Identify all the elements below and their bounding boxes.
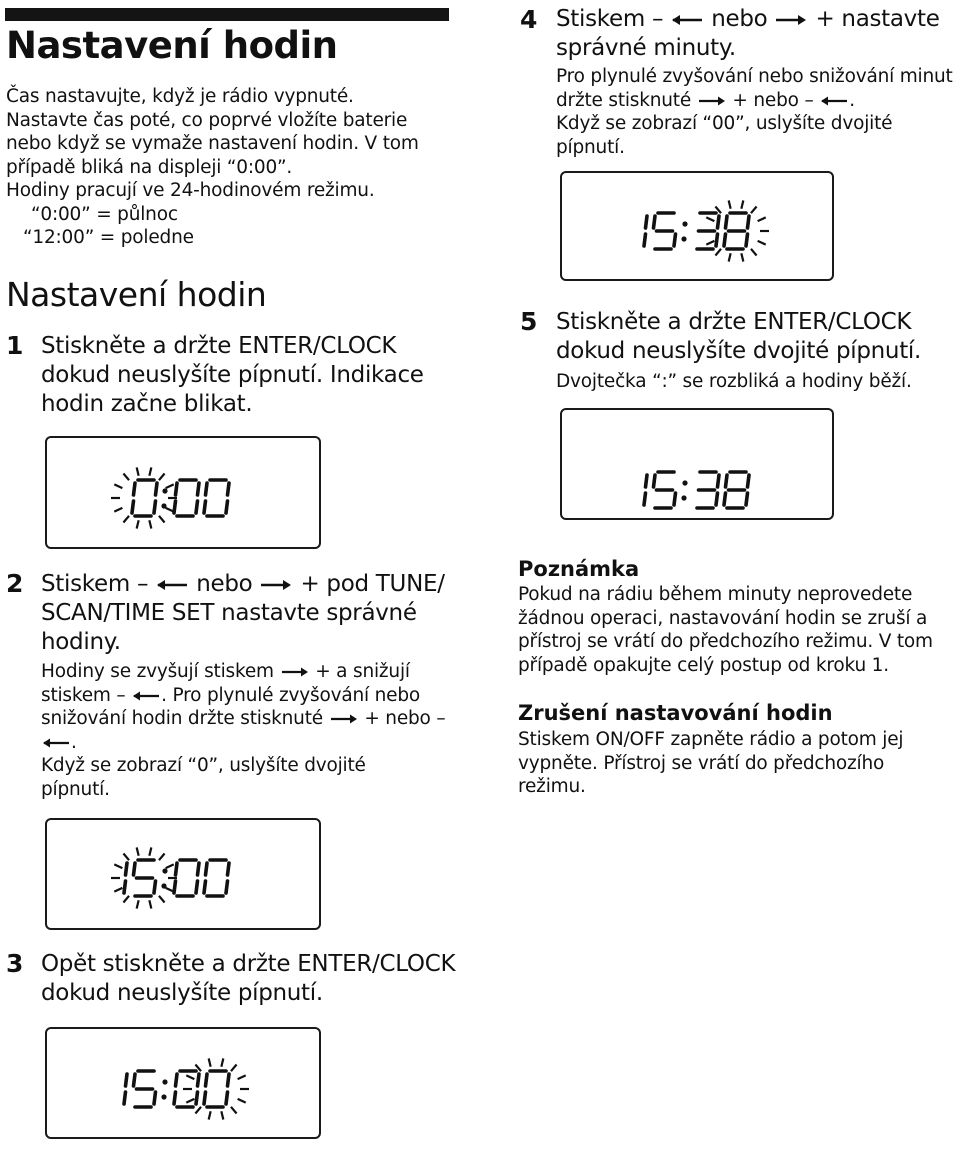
lcd-segment xyxy=(748,216,750,228)
lcd-segment xyxy=(674,493,676,505)
step-line: nebo xyxy=(711,6,768,32)
blink-ray xyxy=(166,864,174,868)
lcd-segment xyxy=(198,863,200,875)
blink-ray xyxy=(166,508,174,512)
step-2-text xyxy=(41,570,445,657)
intro-line: Čas nastavujte, když je rádio vypnuté. xyxy=(6,86,354,107)
lcd-segment xyxy=(646,216,648,228)
step-line: Stiskněte a držte ENTER/CLOCK xyxy=(556,309,912,335)
step-line: SCAN/TIME SET nastavte správné xyxy=(41,600,417,626)
step-1-text xyxy=(41,332,424,419)
lcd-segment xyxy=(174,881,176,893)
lcd-segment xyxy=(204,1092,206,1104)
forward-arrow-icon xyxy=(280,666,310,678)
lcd-segment xyxy=(174,1092,176,1104)
lcd-segment xyxy=(126,1074,128,1086)
lcd-segment xyxy=(226,501,228,513)
blink-ray xyxy=(231,1107,237,1114)
blink-ray xyxy=(166,484,174,488)
lcd-segment xyxy=(124,1092,126,1104)
detail-line: stiskem – xyxy=(41,684,126,706)
blink-ray xyxy=(123,896,129,903)
blink-ray xyxy=(741,200,743,208)
detail-line: Když se zobrazí “0”, uslyšíte dvojité xyxy=(41,755,366,776)
detail-line: pípnutí. xyxy=(556,136,625,158)
step-5-detail: Dvojtečka “:” se rozbliká a hodiny běží. xyxy=(556,371,912,392)
cancel-line: režimu. xyxy=(518,776,586,797)
detail-line: snižování hodin držte stisknuté xyxy=(41,708,323,729)
blink-ray xyxy=(114,888,122,892)
intro-line: “0:00” = půlnoc xyxy=(31,203,178,225)
step-line: správné minuty. xyxy=(556,35,736,61)
lcd-digits xyxy=(47,438,324,552)
step-number: 4 xyxy=(520,5,538,34)
back-arrow-icon xyxy=(670,13,704,27)
detail-line: + nebo – xyxy=(364,708,446,729)
lcd-segment xyxy=(654,475,656,487)
lcd-segment xyxy=(132,501,134,513)
lcd-segment xyxy=(654,216,656,228)
blink-ray xyxy=(114,508,122,512)
blink-ray xyxy=(195,1107,201,1114)
step-line: dokud neuslyšíte dvojité pípnutí. xyxy=(556,338,922,364)
detail-line: pípnutí. xyxy=(41,778,110,800)
blink-ray xyxy=(706,217,714,221)
note-line: Pokud na rádiu během minuty neprovedete xyxy=(518,584,913,605)
step-number: 2 xyxy=(6,569,24,598)
step-line: hodiny. xyxy=(41,629,121,655)
step-line: Stiskněte a držte ENTER/CLOCK xyxy=(41,333,397,359)
cancel-text xyxy=(518,728,903,799)
lcd-segment xyxy=(154,501,156,513)
blink-ray xyxy=(186,1075,194,1079)
lcd-segment xyxy=(748,475,750,487)
lcd-segment xyxy=(176,1074,178,1086)
cancel-heading: Zrušení nastavování hodin xyxy=(518,701,833,725)
step-line: + pod TUNE/ xyxy=(300,571,445,597)
intro-line: nebo když se vymaže nastavení hodin. V tom xyxy=(6,133,419,154)
lcd-segment xyxy=(174,501,176,513)
lcd-segment xyxy=(206,1074,208,1086)
lcd-segment xyxy=(724,493,726,505)
blink-ray xyxy=(149,847,151,855)
detail-line: držte stisknuté xyxy=(556,89,692,111)
lcd-segment xyxy=(154,1092,156,1104)
lcd-digits xyxy=(562,410,837,523)
step-line: nebo xyxy=(196,571,253,597)
detail-line: . Pro plynulé zvyšování nebo xyxy=(161,684,420,706)
blink-ray xyxy=(166,888,174,892)
blink-ray xyxy=(758,217,766,221)
lcd-segment xyxy=(716,234,718,246)
blink-ray xyxy=(751,206,757,213)
lcd-segment xyxy=(644,493,646,505)
blink-ray xyxy=(137,467,139,475)
lcd-segment xyxy=(154,881,156,893)
forward-arrow-icon xyxy=(774,13,808,27)
blink-ray xyxy=(149,900,151,908)
intro-line: případě bliká na displeji “0:00”. xyxy=(6,156,293,178)
lcd-segment xyxy=(746,493,748,505)
step-line: dokud neuslyšíte pípnutí. xyxy=(41,980,323,1006)
lcd-digits xyxy=(47,1029,324,1142)
step-line: Stiskem – xyxy=(41,571,149,597)
note-line: žádnou operaci, nastavování hodin se zruší a xyxy=(518,607,928,629)
intro-line: “12:00” = poledne xyxy=(23,227,194,248)
blink-ray xyxy=(715,249,721,256)
lcd-segment xyxy=(198,1074,200,1086)
blink-ray xyxy=(123,516,129,523)
step-line: + nastavte xyxy=(815,6,940,32)
lcd-display-5 xyxy=(560,408,834,520)
step-3-text xyxy=(41,950,455,1008)
blink-ray xyxy=(137,520,139,528)
back-arrow-icon xyxy=(819,95,849,107)
lcd-segment xyxy=(206,483,208,495)
blink-ray xyxy=(186,1099,194,1103)
lcd-segment xyxy=(718,216,720,228)
lcd-segment xyxy=(228,483,230,495)
blink-ray xyxy=(149,520,151,528)
detail-line: . xyxy=(849,89,855,111)
back-arrow-icon xyxy=(131,690,161,702)
lcd-segment xyxy=(724,234,726,246)
detail-line: Hodiny se zvyšují stiskem xyxy=(41,661,274,682)
blink-ray xyxy=(159,896,165,903)
lcd-colon xyxy=(681,236,686,241)
lcd-segment xyxy=(204,501,206,513)
detail-line: + nebo – xyxy=(732,89,814,111)
detail-line: . xyxy=(71,731,77,753)
lcd-segment xyxy=(646,475,648,487)
lcd-segment xyxy=(716,493,718,505)
blink-ray xyxy=(209,1058,211,1066)
intro-line: Hodiny pracují ve 24-hodinovém režimu. xyxy=(6,180,375,201)
step-line: Stiskem – xyxy=(556,6,664,32)
lcd-segment xyxy=(196,501,198,513)
blink-ray xyxy=(149,467,151,475)
cancel-line: vypněte. Přístroj se vrátí do předchozího xyxy=(518,752,885,774)
detail-line: Když se zobrazí “00”, uslyšíte dvojité xyxy=(556,113,893,134)
blink-ray xyxy=(706,241,714,245)
blink-ray xyxy=(209,1111,211,1119)
blink-ray xyxy=(159,516,165,523)
note-heading: Poznámka xyxy=(518,557,640,581)
page-title: Nastavení hodin xyxy=(6,24,338,67)
step-line: hodin začne blikat. xyxy=(41,391,253,417)
lcd-segment xyxy=(204,881,206,893)
lcd-segment xyxy=(134,483,136,495)
lcd-segment xyxy=(226,881,228,893)
lcd-segment xyxy=(726,216,728,228)
blink-ray xyxy=(231,1064,237,1071)
step-number: 5 xyxy=(520,307,538,336)
forward-arrow-icon xyxy=(259,578,293,592)
lcd-segment xyxy=(228,1074,230,1086)
lcd-colon xyxy=(161,1094,166,1099)
lcd-segment xyxy=(228,863,230,875)
lcd-display-3 xyxy=(45,1027,321,1139)
step-line: Opět stiskněte a držte ENTER/CLOCK xyxy=(41,951,456,977)
lcd-segment xyxy=(206,863,208,875)
blink-ray xyxy=(123,473,129,480)
lcd-segment xyxy=(134,1074,136,1086)
section-title: Nastavení hodin xyxy=(6,275,267,314)
lcd-segment xyxy=(718,475,720,487)
detail-line: + a snižují xyxy=(315,661,410,682)
step-4-detail xyxy=(556,65,953,159)
lcd-colon xyxy=(162,868,167,873)
lcd-segment xyxy=(726,475,728,487)
lcd-segment xyxy=(644,234,646,246)
lcd-colon xyxy=(682,221,687,226)
blink-ray xyxy=(238,1099,246,1103)
cancel-line: Stiskem ON/OFF zapněte rádio a potom jej xyxy=(518,729,904,750)
lcd-display-1 xyxy=(45,436,321,549)
note-text xyxy=(518,583,933,677)
blink-ray xyxy=(137,847,139,855)
note-line: přístroj se vrátí do předchozího režimu. V tom xyxy=(518,631,933,652)
lcd-segment xyxy=(124,881,126,893)
lcd-segment xyxy=(226,1092,228,1104)
blink-ray xyxy=(758,241,766,245)
lcd-segment xyxy=(746,234,748,246)
blink-ray xyxy=(159,853,165,860)
lcd-colon xyxy=(681,495,686,500)
blink-ray xyxy=(729,200,731,208)
note-line: případě opakujte celý postup od kroku 1. xyxy=(518,654,889,676)
blink-ray xyxy=(114,484,122,488)
lcd-colon xyxy=(162,488,167,493)
blink-ray xyxy=(123,853,129,860)
blink-ray xyxy=(221,1111,223,1119)
step-5-text xyxy=(556,308,921,366)
step-number: 1 xyxy=(6,331,24,360)
lcd-digits xyxy=(47,820,324,933)
blink-ray xyxy=(238,1075,246,1079)
blink-ray xyxy=(729,253,731,261)
detail-line: Pro plynulé zvyšování nebo snižování minut xyxy=(556,66,953,87)
blink-ray xyxy=(751,249,757,256)
lcd-segment xyxy=(196,1092,198,1104)
blink-ray xyxy=(159,473,165,480)
lcd-colon xyxy=(682,480,687,485)
lcd-digits xyxy=(562,173,837,284)
lcd-segment xyxy=(198,483,200,495)
forward-arrow-icon xyxy=(697,95,727,107)
blink-ray xyxy=(741,253,743,261)
intro-text xyxy=(6,85,419,250)
step-line: dokud neuslyšíte pípnutí. Indikace xyxy=(41,362,424,388)
header-rule xyxy=(5,8,449,21)
blink-ray xyxy=(137,900,139,908)
step-number: 3 xyxy=(6,949,24,978)
back-arrow-icon xyxy=(155,578,189,592)
lcd-segment xyxy=(176,863,178,875)
lcd-display-2 xyxy=(45,818,321,930)
forward-arrow-icon xyxy=(329,713,359,725)
blink-ray xyxy=(221,1058,223,1066)
lcd-segment xyxy=(196,881,198,893)
intro-line: Nastavte čas poté, co poprvé vložíte baterie xyxy=(6,109,408,131)
lcd-segment xyxy=(674,234,676,246)
step-2-detail xyxy=(41,660,445,801)
step-4-text xyxy=(556,5,940,63)
lcd-segment xyxy=(176,483,178,495)
lcd-colon xyxy=(162,1079,167,1084)
lcd-segment xyxy=(156,483,158,495)
back-arrow-icon xyxy=(41,737,71,749)
lcd-segment xyxy=(134,863,136,875)
lcd-segment xyxy=(126,863,128,875)
lcd-display-4 xyxy=(560,171,834,281)
blink-ray xyxy=(114,864,122,868)
